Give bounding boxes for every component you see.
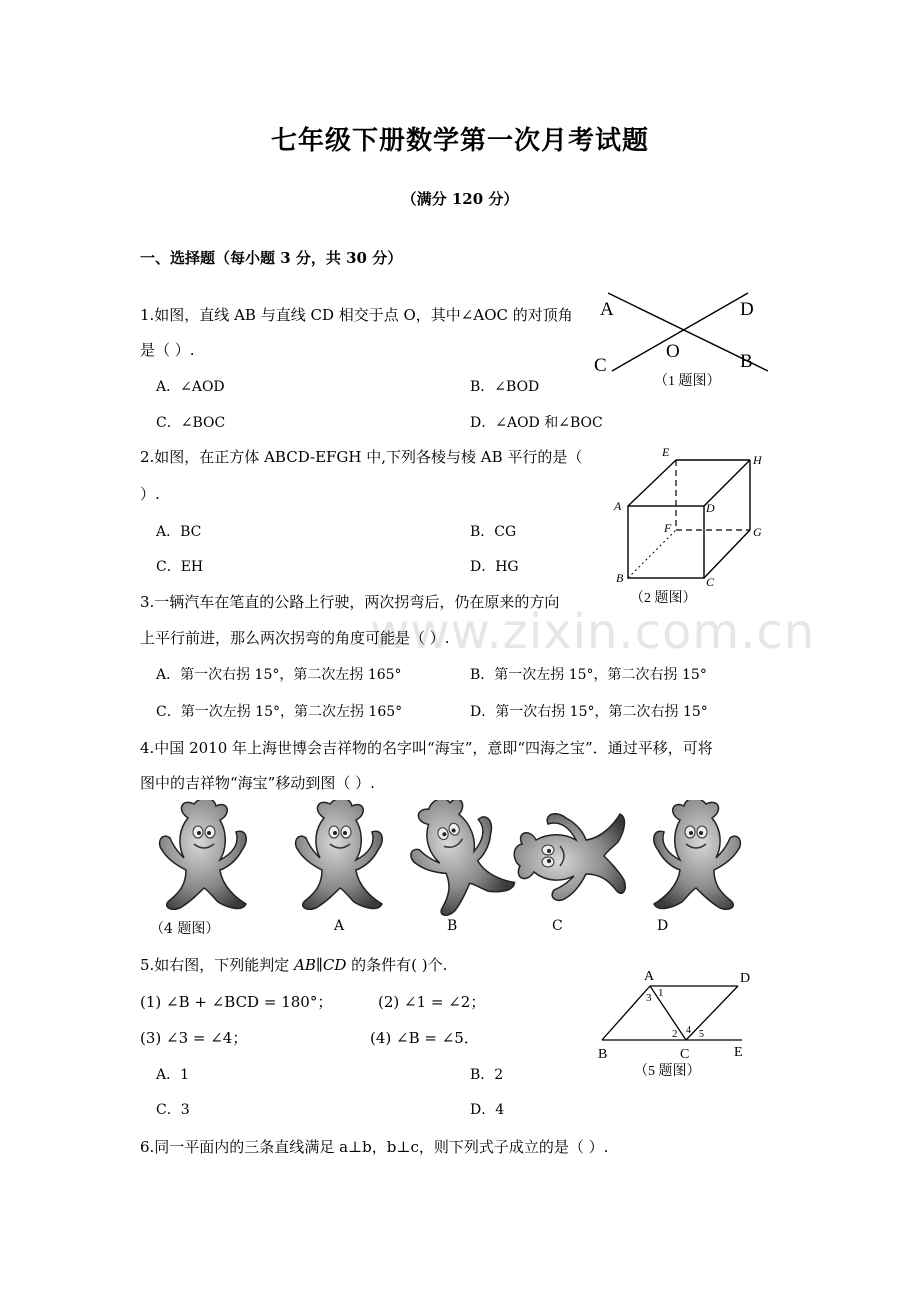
q2-label-b: B	[616, 571, 624, 585]
q1-option-a: A．∠AOD	[156, 379, 225, 395]
page-subtitle: （满分 120 分）	[401, 190, 519, 208]
q5-condition-1: (1) ∠B + ∠BCD = 180°；	[140, 993, 333, 1011]
q5-stem-suffix: 的条件有( )个.	[351, 956, 448, 974]
watermark: www.zixin.com.cn	[370, 604, 816, 660]
q5-option-d: D．4	[470, 1102, 505, 1118]
q6-stem-line1: 6.同一平面内的三条直线满足 a⊥b，b⊥c，则下列式子成立的是（ ）.	[140, 1138, 609, 1156]
q2-option-a: A．BC	[156, 524, 202, 540]
q5-angle-4: 4	[686, 1025, 691, 1036]
q5-stem-relation: AB∥CD	[294, 956, 347, 974]
q3-option-b: B．第一次左拐 15°，第二次右拐 15°	[470, 667, 707, 683]
q1-stem-line2: 是（ ）.	[140, 341, 195, 359]
q3-option-a: A．第一次右拐 15°，第二次左拐 165°	[156, 667, 402, 683]
q5-label-c: C	[680, 1047, 690, 1062]
q2-option-b: B．CG	[470, 524, 517, 540]
q5-label-a: A	[644, 969, 655, 984]
q5-figure-parallelogram	[590, 964, 760, 1084]
q5-option-a: A．1	[156, 1067, 190, 1083]
q2-label-d: D	[706, 501, 715, 515]
q2-label-e: E	[662, 445, 670, 459]
q2-option-c: C．EH	[156, 559, 204, 575]
q2-stem-line1: 2.如图，在正方体 ABCD-EFGH 中,下列各棱与棱 AB 平行的是（	[140, 448, 583, 466]
q5-angle-3: 3	[646, 992, 652, 1004]
q5-label-e: E	[734, 1045, 743, 1060]
q1-label-o: O	[666, 341, 680, 362]
q2-label-g: G	[753, 525, 762, 539]
q2-figure-cube	[608, 440, 778, 610]
q3-stem-line1: 3.一辆汽车在笔直的公路上行驶，两次拐弯后，仍在原来的方向	[140, 593, 560, 611]
q5-caption: （5 题图）	[634, 1064, 701, 1079]
section-heading: 一、选择题（每小题 3 分，共 30 分）	[140, 249, 403, 267]
q1-caption: （1 题图）	[654, 374, 721, 389]
q4-mascot-original	[160, 800, 247, 909]
q5-angle-2: 2	[672, 1028, 678, 1040]
q5-condition-4: (4) ∠B = ∠5．	[370, 1029, 479, 1047]
q1-option-c: C．∠BOC	[156, 415, 226, 431]
q1-label-a: A	[600, 299, 614, 320]
q3-stem-line2: 上平行前进，那么两次拐弯的角度可能是（ ）.	[140, 629, 450, 647]
q4-mascot-b	[395, 800, 517, 920]
q2-label-h: H	[753, 453, 762, 467]
q4-caption-c: C	[552, 918, 563, 934]
q4-stem-line1: 4.中国 2010 年上海世博会吉祥物的名字叫“海宝”，意即“四海之宝”．通过平移，可将	[140, 739, 713, 757]
q5-label-b: B	[598, 1047, 608, 1062]
q4-mascot-row	[140, 800, 780, 920]
q1-option-b: B．∠BOD	[470, 379, 540, 395]
q1-label-b: B	[740, 351, 753, 372]
q3-option-c: C．第一次左拐 15°，第二次左拐 165°	[156, 704, 403, 720]
q1-label-c: C	[594, 355, 607, 376]
q4-mascot-d	[654, 800, 741, 909]
q4-caption-d: D	[657, 918, 669, 934]
q2-label-f: F	[664, 521, 672, 535]
q5-condition-2: (2) ∠1 = ∠2；	[378, 993, 486, 1011]
q2-label-c: C	[706, 575, 715, 589]
q1-option-d: D．∠AOD 和∠BOC	[470, 415, 603, 431]
q5-angle-1: 1	[658, 987, 664, 999]
q1-figure-intersecting-lines	[588, 285, 778, 395]
q5-angle-5: 5	[699, 1029, 704, 1040]
q2-option-d: D．HG	[470, 559, 519, 575]
q4-caption-figure: （4 题图）	[150, 921, 220, 937]
q2-caption: （2 题图）	[630, 591, 697, 606]
q5-condition-3: (3) ∠3 = ∠4；	[140, 1029, 248, 1047]
q1-label-d: D	[740, 299, 754, 320]
q5-option-c: C．3	[156, 1102, 190, 1118]
q4-stem-line2: 图中的吉祥物“海宝”移动到图（ ）.	[140, 774, 375, 792]
page-title: 七年级下册数学第一次月考试题	[270, 126, 649, 156]
q4-caption-b: B	[447, 918, 458, 934]
q5-stem-line1	[140, 954, 447, 975]
q1-stem-line1: 1.如图，直线 AB 与直线 CD 相交于点 O，其中∠AOC 的对顶角	[140, 306, 573, 324]
q4-mascot-c	[514, 814, 625, 901]
q2-label-a: A	[614, 499, 622, 513]
q4-caption-a: A	[334, 918, 345, 934]
q4-mascot-a	[296, 800, 383, 909]
q5-option-b: B．2	[470, 1067, 504, 1083]
q3-option-d: D．第一次右拐 15°，第二次右拐 15°	[470, 704, 708, 720]
q5-stem-prefix: 5.如右图，下列能判定	[140, 956, 290, 974]
q2-stem-line2: ）.	[140, 485, 160, 503]
q5-label-d: D	[740, 971, 751, 986]
